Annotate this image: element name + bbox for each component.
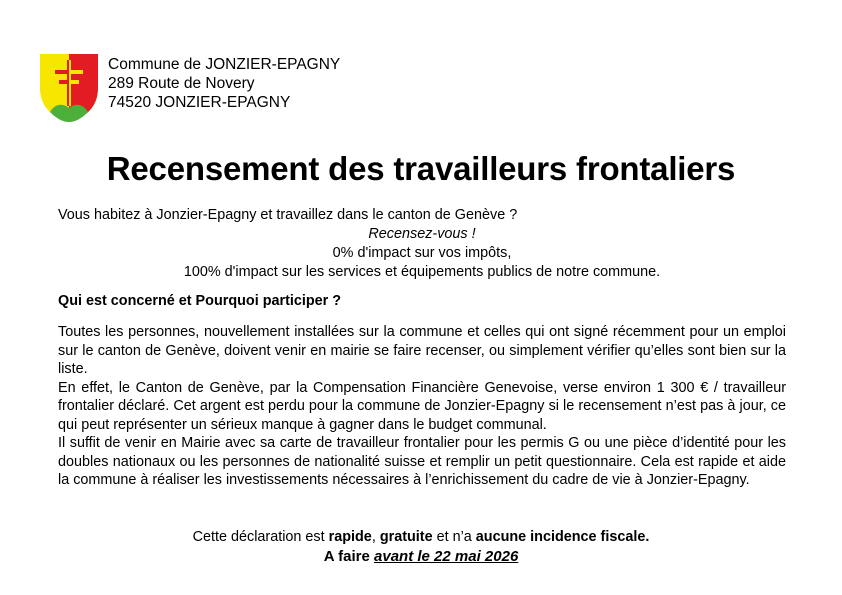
street-address: 289 Route de Novery (108, 75, 255, 92)
intro-tax-impact: 0% d'impact sur vos impôts, (332, 245, 512, 261)
closing-text-1: Cette déclaration est (192, 529, 329, 545)
commune-crest-icon (38, 52, 100, 124)
intro-question: Vous habitez à Jonzier-Epagny et travaillez dans le canton de Genève ? (58, 207, 518, 223)
section-heading: Qui est concerné et Pourquoi participer ? (58, 293, 342, 309)
page-title: Recensement des travailleurs frontaliers (106, 150, 736, 187)
commune-name: Commune de JONZIER-EPAGNY (108, 56, 341, 73)
intro-block (58, 206, 786, 282)
closing-bold-rapide: rapide (328, 529, 372, 545)
intro-call-to-action: Recensez-vous ! (368, 226, 476, 242)
deadline-date: avant le 22 mai 2026 (374, 548, 519, 565)
postal-city: 74520 JONZIER-EPAGNY (108, 94, 291, 111)
body-text (58, 323, 786, 490)
letterhead (38, 52, 340, 124)
closing-bold-fiscale: aucune incidence fiscale. (475, 529, 650, 545)
closing-text-3: et n’a (432, 529, 476, 545)
intro-services-impact: 100% d'impact sur les services et équipements publics de notre commune. (183, 264, 661, 280)
deadline-prefix: A faire (323, 548, 375, 565)
closing-bold-gratuite: gratuite (379, 529, 433, 545)
commune-address (108, 52, 340, 112)
closing-statement (0, 527, 842, 547)
paragraph-why: En effet, le Canton de Genève, par la Compensation Financière Genevoise, verse environ 1 300 € / travailleur frontalier déclaré. Cet argent est perdu pour la commune de Jonzier-Epagny si le recensement n’est pas à jour, ce qui peut représenter un sérieux manque à gagner dans le budget communal. (58, 379, 786, 433)
closing-text-2: , (371, 529, 380, 545)
paragraph-who: Toutes les personnes, nouvellement installées sur la commune et celles qui ont signé récemment pour un emploi sur le canton de Genève, doivent venir en mairie se faire recenser, ou simplement vérifier qu’elles sont bien sur la liste. (58, 324, 786, 377)
closing-block (0, 527, 842, 567)
paragraph-how: Il suffit de venir en Mairie avec sa carte de travailleur frontalier pour les permis G ou une pièce d’identité pour les doubles nationaux ou les personnes de nationalité suisse et remplir un petit questionnaire. Cela est rapide et aide la commune à réaliser les investissements nécessaires à l’enrichissement du cadre de vie à Jonzier-Epagny. (58, 435, 786, 488)
deadline (0, 547, 842, 567)
